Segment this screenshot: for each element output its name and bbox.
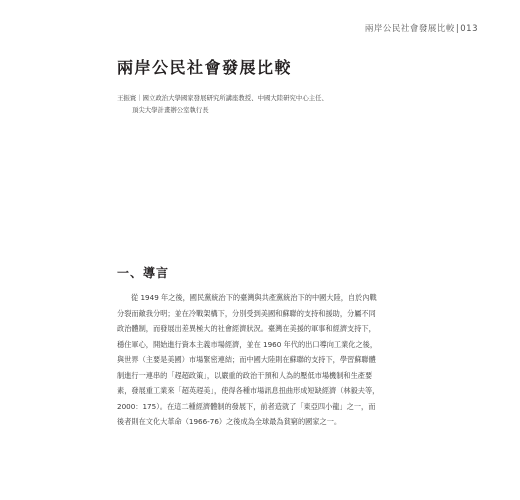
author-line: 頂尖大學計畫辦公室執行長	[132, 106, 209, 114]
paragraph-line: 分裂而敵我分明；並在冷戰架構下，分別受到美國和蘇聯的支持和援助，分屬不同	[117, 308, 376, 318]
author-line: 王振寰｜國立政治大學國家發展研究所講座教授、中國大陸研究中心主任、	[117, 94, 328, 102]
article-title: 兩岸公民社會發展比較	[117, 58, 293, 77]
paragraph-line: 2000：175）。在這二種經濟體制的發展下，前者造就了「東亞四小龍」之一，而	[117, 401, 376, 411]
section-heading: 一、導言	[117, 266, 170, 280]
running-header-separator: |	[455, 24, 460, 34]
paragraph-line: 穩住軍心，開始進行資本主義市場經濟，並在 1960 年代的出口導向工業化之後，	[117, 339, 378, 349]
paragraph-line: 制進行一連串的「趕超政策」，以嚴重的政治干預和人為的壓低市場機制和生產要	[117, 370, 373, 380]
running-header-title: 兩岸公民社會發展比較	[364, 24, 455, 34]
paragraph-line: 後者則在文化大革命（1966-76）之後成為全球最為貧窮的國家之一。	[117, 417, 342, 426]
paragraph-line: 政治體制，而發展出差異極大的社會經濟狀況。臺灣在美援的軍事和經濟支持下，	[117, 324, 376, 333]
page-number: 013	[460, 24, 478, 34]
paragraph-line: 素，發展重工業來「超英趕美」，使得各種市場訊息扭曲形成短缺經濟（林毅夫等，	[117, 386, 380, 395]
paragraph-line: 從 1949 年之後，國民黨統治下的臺灣與共產黨統治下的中國大陸，自於內戰	[131, 293, 377, 302]
author-block	[117, 92, 328, 116]
running-header	[365, 22, 478, 34]
paragraph-line: 與世界（主要是美國）市場緊密連結；而中國大陸則在蘇聯的支持下，學習蘇聯體	[117, 355, 376, 364]
body-paragraph	[117, 290, 407, 430]
